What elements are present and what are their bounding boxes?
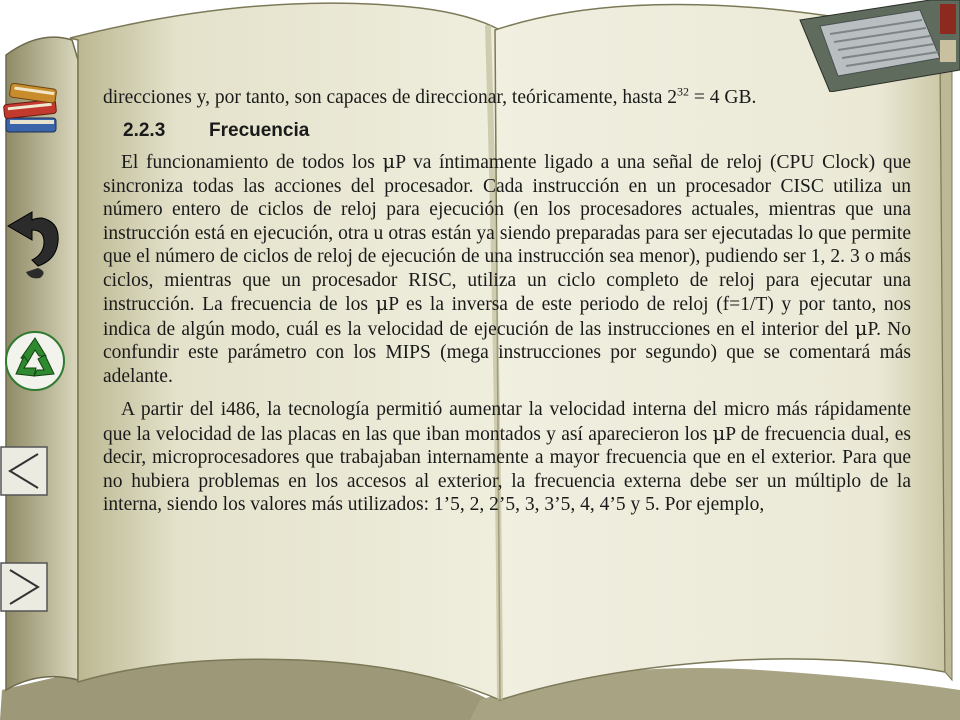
return-arrow-icon[interactable] (2, 208, 64, 280)
paragraph-gap (103, 388, 911, 398)
section-title: Frecuencia (209, 119, 310, 141)
paragraph-i486: A partir del i486, la tecnología permitió aumentar la velocidad interna del micro más rápidamente que la velocidad de las placas en las que iban montados y así aparecieron los μP de frecuencia dual, es decir, microprocesadores que trabajaban internamente a mayor frecuencia que en el exterior. Para que no hubiera problemas en los accesos al exterior, la frecuencia externa debe ser un múltiplo de la interna, siendo los valores más utilizados: 1’5, 2, 2’5, 3, 3’5, 4, 4’5 y 5. Por ejemplo, (103, 399, 911, 515)
previous-triangle-icon[interactable] (0, 446, 48, 496)
paragraph-frequency: El funcionamiento de todos los μP va íntimamente ligado a una señal de reloj (CPU Clock) que sincroniza todas las acciones del procesador. Cada instrucción en un procesador CISC utiliza un número entero de ciclos de reloj para ejecución (en los procesadores actuales, mientras que una instrucción está en ejecución, otra u otras están ya siendo preparadas para ser ejecutadas lo que permite que el número de ciclos de reloj de ejecución de una instrucción sea menor), pudiendo ser 1, 2. 3 o más ciclos, mientras que un procesador RISC, utiliza un ciclo completo de reloj para ejecutar una instrucción. La frecuencia de los μP es la inversa de este periodo de reloj (f=1/T) y por tanto, nos indica de algún modo, cuál es la velocidad de ejecución de las instrucciones en el interior del μP. No confundir este parámetro con los MIPS (mega instrucciones por segundo) que se comentará más adelante. (103, 150, 911, 387)
processor-chip-icon (790, 0, 960, 92)
page-body (103, 86, 911, 517)
recycle-icon[interactable] (4, 330, 66, 392)
paragraph-intro: direcciones y, por tanto, son capaces de direccionar, teóricamente, hasta $2^{32} = 4$ GB. (103, 84, 757, 108)
section-number: 2.2.3 (123, 119, 166, 141)
section-heading (123, 119, 911, 143)
next-triangle-icon[interactable] (0, 562, 48, 612)
books-icon[interactable] (2, 78, 64, 142)
superscript-exponent: 32 (677, 84, 690, 99)
